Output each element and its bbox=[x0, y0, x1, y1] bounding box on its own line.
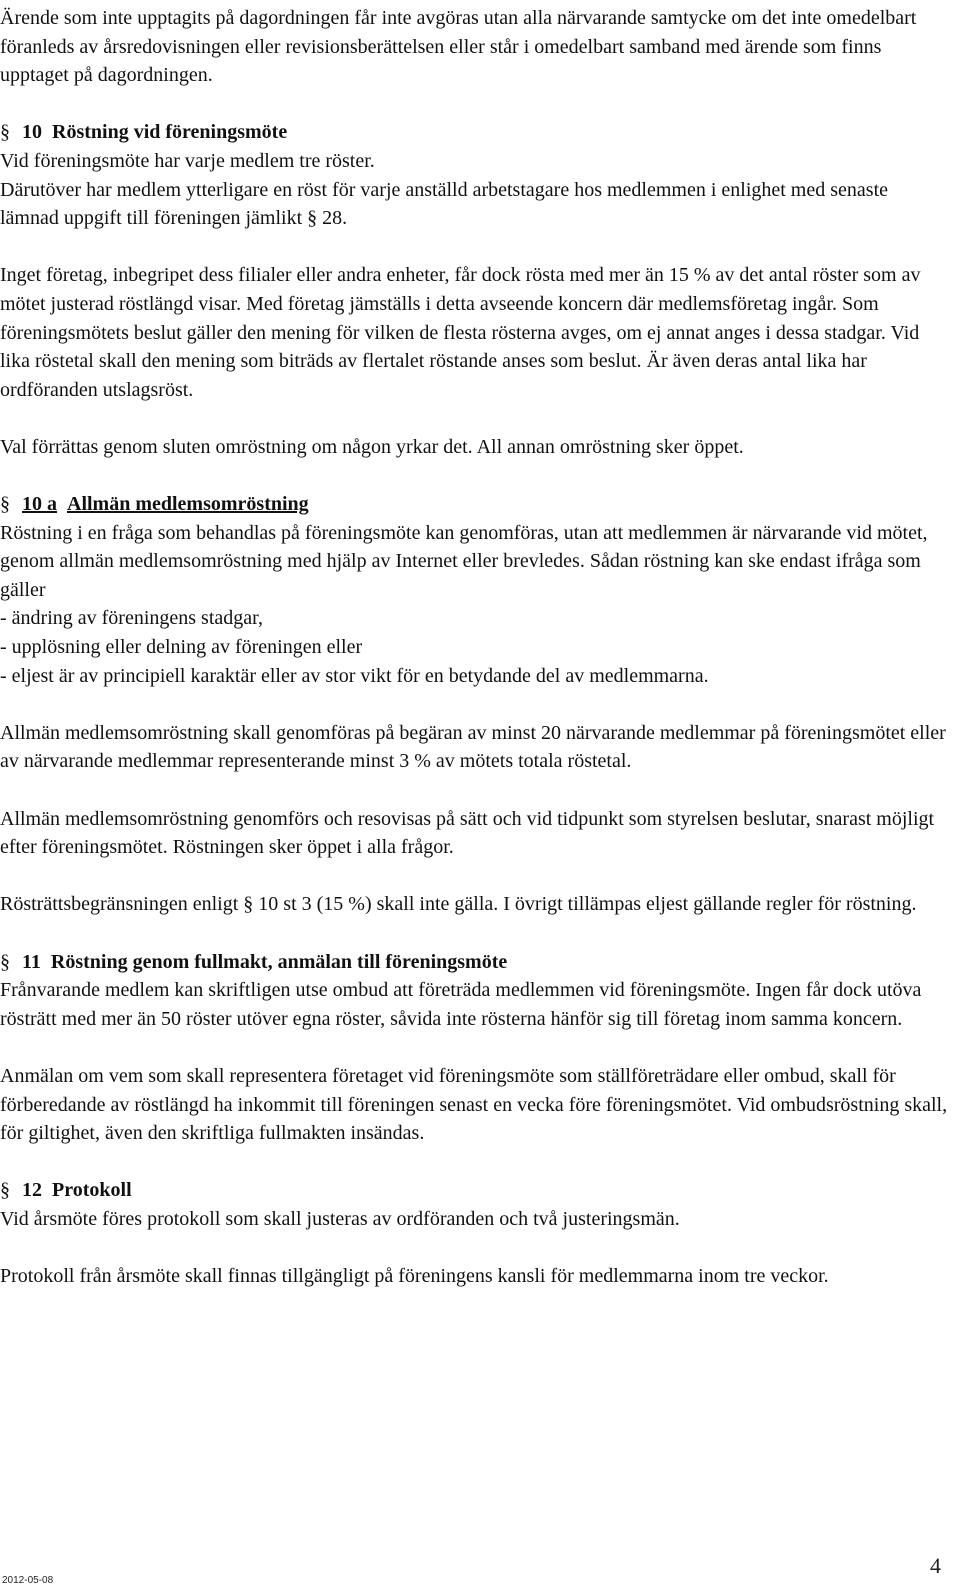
section-10a-list-item: - upplösning eller delning av föreningen eller bbox=[0, 636, 363, 659]
section-11-paragraph-1: Frånvarande medlem kan skriftligen utse ombud att företräda medlemmen vid föreningsmöte. Ingen får dock utöva rösträtt med mer än 50 röster utöver egna röster, såvida inte rösterna hänför sig till företag inom samma koncern. bbox=[0, 979, 922, 1030]
section-10a-paragraph-1: Röstning i en fråga som behandlas på föreningsmöte kan genomföras, utan att medlemmen är närvarande vid mötet, genom allmän medlemsomröstning med hjälp av Internet eller brevledes. Sådan röstning kan ske endast ifråga som gäller bbox=[0, 521, 928, 601]
section-10-paragraph-1 bbox=[0, 147, 950, 233]
section-number: 10 a bbox=[22, 493, 57, 516]
section-symbol: § bbox=[243, 893, 254, 916]
section-10a-list-item: - eljest är av principiell karaktär eller av stor vikt för en betydande del av medlemmarna. bbox=[0, 664, 709, 687]
paragraph-text: Rösträttsbegränsningen enligt bbox=[0, 893, 239, 916]
section-symbol: § bbox=[0, 121, 10, 144]
section-12-heading bbox=[0, 1176, 950, 1205]
section-title: Allmän medlemsomröstning bbox=[67, 493, 309, 516]
intro-paragraph: Ärende som inte upptagits på dagordningen får inte avgöras utan alla närvarande samtycke om det inte omedelbart föranleds av årsredovisningen eller revisionsberättelsen eller står i omedelbart samband med ärende som finns upptaget på dagordningen. bbox=[0, 7, 917, 87]
section-title: Röstning genom fullmakt, anmälan till föreningsmöte bbox=[50, 950, 508, 973]
section-symbol: § bbox=[0, 950, 10, 973]
section-10-heading bbox=[0, 118, 950, 147]
section-symbol: § bbox=[307, 207, 318, 230]
section-title: Protokoll bbox=[52, 1179, 132, 1202]
section-10a-paragraph-2: Allmän medlemsomröstning skall genomföras på begäran av minst 20 närvarande medlemmar på föreningsmötet eller av närvarande medlemmar representerande minst 3 % av mötets totala röstetal. bbox=[0, 721, 946, 773]
section-12-paragraph-1: Vid årsmöte föres protokoll som skall justeras av ordföranden och två justeringsmän. bbox=[0, 1207, 680, 1230]
section-symbol: § bbox=[0, 1179, 10, 1202]
section-11-heading bbox=[0, 948, 950, 977]
page-number: 4 bbox=[930, 1553, 941, 1578]
section-title: Röstning vid föreningsmöte bbox=[52, 121, 288, 144]
section-10-paragraph-2: Inget företag, inbegripet dess filialer eller andra enheter, får dock rösta med mer än 15 % av det antal röster som av mötet justerad röstlängd visar. Med företag jämställs i detta avseende koncern där medlemsföretag ingår. Som föreningsmötets beslut gäller den mening för vilken de flesta rösterna avges, om ej annat anges i dessa stadgar. Vid lika röstetal skall den mening som biträds av flertalet röstande anses som beslut. Är även deras antal lika har ordföranden utslagsröst. bbox=[0, 264, 921, 401]
section-10a-list-item: - ändring av föreningens stadgar, bbox=[0, 607, 263, 630]
section-number: 11 bbox=[22, 950, 41, 973]
paragraph-line: Därutöver har medlem ytterligare en röst för varje anställd arbetstagare hos medlemmen i enlighet med senaste lämnad uppgift till föreningen jämlikt bbox=[0, 178, 888, 230]
section-11-paragraph-2: Anmälan om vem som skall representera företaget vid föreningsmöte som ställföreträdare eller ombud, skall för förberedande av röstlängd ha inkommit till föreningen senast en vecka före föreningsmötet. Vid ombudsröstning skall, för giltighet, även den skriftliga fullmakten insändas. bbox=[0, 1064, 948, 1145]
section-10a-heading bbox=[0, 490, 950, 519]
section-10a-paragraph-3: Allmän medlemsomröstning genomförs och resovisas på sätt och vid tidpunkt som styrelsen beslutar, snarast möjligt efter föreningsmötet. Röstningen sker öppet i alla frågor. bbox=[0, 807, 935, 859]
section-12-paragraph-2: Protokoll från årsmöte skall finnas tillgängligt på föreningens kansli för medlemmarna inom tre veckor. bbox=[0, 1265, 829, 1288]
section-10a-paragraph-4 bbox=[0, 890, 950, 919]
document-body bbox=[0, 4, 950, 1291]
section-symbol: § bbox=[0, 493, 10, 516]
paragraph-text: 10 st 3 (15 %) skall inte gälla. I övrigt tillämpas eljest gällande regler för röstning. bbox=[258, 893, 917, 916]
section-10-paragraph-3: Val förrättas genom sluten omröstning om någon yrkar det. All annan omröstning sker öppet. bbox=[0, 435, 744, 458]
section-number: 12 bbox=[22, 1179, 42, 1202]
section-reference: 28. bbox=[322, 207, 348, 230]
section-number: 10 bbox=[22, 121, 42, 144]
paragraph-line: Vid föreningsmöte har varje medlem tre röster. bbox=[0, 149, 375, 172]
footer-date: 2012-05-08 bbox=[2, 1575, 54, 1586]
